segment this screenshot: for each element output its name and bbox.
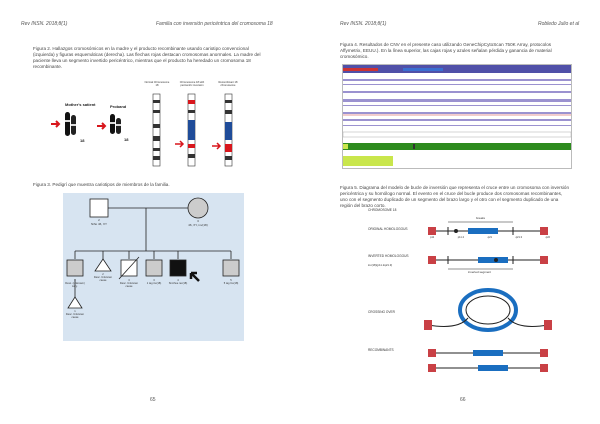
figure-2-caption: Figura 2. Hallazgos cromosómicos en la madre y el producto recombinante usando cariotipo convencional (izquierda) y figuras esquemáticas (derecha). Las flechas rojas destacan cromosomas anormales. La madre del paciente lleva un segmento invertido pericéntrico, mientras que el producto ha heredado un cromosoma 18 recombinante.: [33, 46, 261, 69]
grandchild-symbol: [68, 297, 82, 308]
left-header-journal: Rev INSN. 2018;8(1): [21, 21, 68, 27]
right-page: [300, 0, 600, 424]
ideogram-label-recombinant: Recombinant 18 chromosome: [218, 81, 238, 87]
right-header-authors: Robledo Julio et al: [538, 21, 580, 27]
child-6-text: [220, 279, 242, 285]
label-inverted: INVERTED HOMOLOGOUS: [368, 254, 409, 258]
band-label: q22: [545, 236, 550, 239]
band-label: p11: [430, 236, 435, 239]
father-text: [89, 219, 109, 226]
left-header-title: Familia con inversión pericéntrica del cromosoma 18: [156, 21, 273, 27]
cnv-array-figure: [342, 64, 572, 169]
mother-karyotype: 46, XY, inv(18): [188, 222, 208, 227]
proband-text: [167, 279, 189, 285]
child-3-text: [118, 279, 140, 288]
proband-arrow-icon: [191, 273, 199, 281]
child-4-symbol: [146, 260, 162, 276]
child-4-text: [143, 279, 165, 285]
recombinant-chromosomes: [428, 349, 548, 372]
child-karyotype: Sim/hue rec(18): [168, 282, 188, 285]
pedigree-figure: [63, 193, 244, 341]
grandchild-karyotype: Desc. Unknown cause: [65, 313, 85, 319]
band-label: p11.2: [457, 236, 465, 239]
original-chromosome: [428, 222, 548, 235]
label-inversion-formula: inv(18)(p11.2q21.3): [368, 263, 393, 267]
band-labels: [430, 236, 550, 239]
ideogram-label-normal: Normal Chromosome 18: [144, 81, 170, 87]
grandchild-text: [64, 310, 86, 319]
ideogram-label-inversion: Chromosome 18 with pericentric inversion: [179, 81, 205, 87]
mother-number: 3: [197, 219, 199, 223]
child-number: 2: [102, 273, 104, 276]
inverted-chromosome: [428, 256, 548, 269]
label-original: ORIGINAL HOMOLOGOUS: [368, 227, 408, 231]
right-header-journal: Rev INSN. 2018;8(1): [340, 21, 387, 27]
figure-5-caption: Figura 5. Diagrama del modelo de bucle de inversión que representa el cruce entre un cromosoma con inversión pericéntrica y su homólogo normal. El evento en el cruce del bucle produce dos cromosomas recombinantes, uno con el segmento duplicado de un segmento del brazo largo y el otro con el segmento duplicado de una región del brazo corto.: [340, 185, 570, 208]
father-number: 2: [98, 218, 100, 222]
grandchild-number: 1: [74, 310, 76, 313]
child-6-symbol: [223, 260, 239, 276]
recombinant-ideogram: [225, 94, 232, 166]
mother-text: [181, 220, 215, 227]
band-label: q21.3: [515, 236, 523, 239]
child-1-text: [64, 279, 86, 288]
child-karyotype: Desc. Unknown cause: [119, 282, 139, 288]
label-crossing-over: CROSSING OVER: [368, 310, 395, 314]
pedigree-chart: [63, 193, 244, 341]
child-karyotype: Desc. (unknown) kary.: [65, 282, 85, 288]
label-chromosome-18: CHROMOSOME 18: [368, 208, 397, 212]
right-page-number: 66: [460, 397, 466, 403]
child-karyotype: Desc. Unknown cause: [93, 276, 113, 282]
child-2-symbol: [95, 259, 111, 271]
proband-label: Proband: [110, 104, 127, 109]
red-arrow-icon: [97, 123, 105, 129]
mother-symbol: [188, 198, 208, 218]
father-symbol: [90, 199, 108, 217]
child-number: 5: [230, 279, 232, 282]
label-breaks: breaks: [476, 216, 486, 220]
crossing-over-loop: [424, 290, 552, 330]
mother-karyotype: [65, 112, 76, 136]
child-1-symbol: [67, 260, 83, 276]
red-arrow-icon: [175, 141, 183, 147]
karyotype-figure: [40, 84, 270, 172]
child-number: 3: [153, 279, 155, 282]
child-2-text: [92, 273, 114, 282]
karyotype-number-2: 18: [124, 137, 129, 142]
child-karyotype: 1 tag inv(18): [146, 282, 162, 285]
label-inverted-segment: inverted segment: [468, 270, 492, 274]
red-arrow-icon: [212, 143, 220, 149]
band-label: q21: [487, 236, 492, 239]
cnv-array-plot: [343, 65, 571, 168]
child-karyotype: 5 tag Inv(18): [223, 282, 239, 285]
figure-2: [40, 81, 270, 172]
proband-karyotype: [110, 114, 121, 134]
proband-symbol: [170, 260, 186, 276]
child-number: 3: [128, 279, 130, 282]
child-number: 4: [177, 279, 179, 282]
red-arrow-icon: [51, 121, 59, 127]
inversion-loop-diagram: [368, 210, 568, 378]
mother-label: Mother's satient: [65, 102, 96, 107]
figure-4-caption: Figura 4. Resultados de CNV en el presente caso utilizando GeneChipCytoScan 750K Array, protocolos Affymetrix, EEUU.). En la línea superior, las cajas rojas y azules señalan pérdida y ganancia de material cromosómico.: [340, 42, 552, 59]
normal-ideogram: [153, 94, 160, 166]
father-karyotype: Niño 46, XY: [90, 221, 107, 226]
left-page-number: 65: [150, 397, 156, 403]
inversion-ideogram: [188, 94, 195, 166]
label-recombinants: RECOMBINANTS: [368, 348, 394, 352]
child-number: 1: [74, 279, 76, 282]
figure-3-caption: Figura 3. Pedigrí que muestra cariotipos de miembros de la familia.: [33, 182, 170, 187]
karyotype-number-1: 18: [80, 138, 85, 143]
